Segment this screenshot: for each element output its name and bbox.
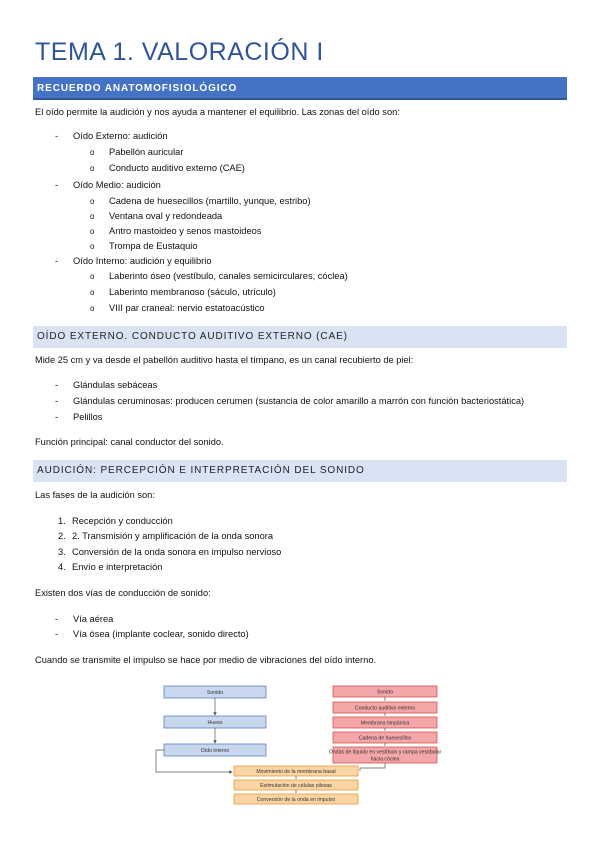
list-item: - Glándulas ceruminosas: producen cerumen (sustancia de color amarillo a marrón con función bacteriostática)	[55, 396, 525, 406]
list-item: o Antro mastoideo y senos mastoideos	[90, 226, 262, 236]
list-item: 2. 2. Transmisión y amplificación de la onda sonora	[58, 531, 274, 541]
section-heading-anatomy: RECUERDO ANATOMOFISIOLÓGICO	[33, 77, 567, 100]
ways-intro: Existen dos vías de conducción de sonido:	[35, 588, 211, 598]
list-item: o Pabellón auricular	[90, 147, 184, 157]
diagram-label: hacia cóclea	[370, 756, 400, 763]
list-item: - Glándulas sebáceas	[55, 380, 158, 390]
intro-text: Mide 25 cm y va desde el pabellón auditivo hasta el tímpano, es un canal recubierto de piel:	[35, 355, 414, 365]
diagram-label: Movimiento de la membrana basal	[256, 769, 336, 775]
diagram-label: Membrana timpánica	[360, 720, 410, 727]
list-item: - Oído Interno: audición y equilibrio	[55, 256, 212, 266]
list-item: o Laberinto óseo (vestíbulo, canales semicirculares, cóclea)	[90, 271, 348, 281]
list-item: o Trompa de Eustaquio	[90, 241, 198, 251]
intro-text: El oído permite la audición y nos ayuda a mantener el equilibrio. Las zonas del oído son:	[35, 107, 400, 117]
list-item: - Pelillos	[55, 412, 103, 422]
function-text: Función principal: canal conductor del sonido.	[35, 437, 224, 447]
list-item: o Ventana oval y redondeada	[90, 211, 223, 221]
list-item: - Oído Externo: audición	[55, 131, 168, 141]
phases-intro: Las fases de la audición son:	[35, 490, 155, 500]
diagram-label: Cadena de huesecillos	[358, 735, 412, 742]
list-item: 4. Envío e interpretación	[58, 562, 163, 572]
diagram-label: Oído interno	[200, 748, 230, 754]
section-heading-hearing: AUDICIÓN: PERCEPCIÓN E INTERPRETACIÓN DEL SONIDO	[33, 460, 567, 482]
diagram-label: Conducto auditivo externo	[354, 705, 416, 712]
diagram-label: Sonido	[376, 689, 394, 696]
diagram-label: Estimulación de células pilosas	[260, 783, 332, 789]
page-title: TEMA 1. VALORACIÓN I	[35, 38, 324, 66]
list-item: - Vía aérea	[55, 614, 114, 624]
closing-text: Cuando se transmite el impulso se hace por medio de vibraciones del oído interno.	[35, 655, 377, 665]
diagram-label: Conversión de la onda en impulso	[256, 797, 336, 803]
list-item: 1. Recepción y conducción	[58, 516, 173, 526]
list-item: o Conducto auditivo externo (CAE)	[90, 163, 245, 173]
diagram-label: Sonido	[206, 690, 224, 696]
diagram-label: Hueso	[207, 720, 223, 726]
list-item: - Oído Medio: audición	[55, 180, 161, 190]
section-heading-external-ear: OÍDO EXTERNO. CONDUCTO AUDITIVO EXTERNO (CAE)	[33, 326, 567, 348]
list-item: o VIII par craneal: nervio estatoacústico	[90, 303, 265, 313]
list-item: 3. Conversión de la onda sonora en impulso nervioso	[58, 547, 282, 557]
diagram-label: Ondas de líquido en vestíbulo y rampa vestibular	[328, 749, 442, 756]
list-item: o Cadena de huesecillos (martillo, yunque, estribo)	[90, 196, 311, 206]
list-item: o Laberinto membranoso (sáculo, utrículo)	[90, 287, 276, 297]
diagram-connector	[360, 763, 385, 771]
list-item: - Vía ósea (implante coclear, sonido directo)	[55, 629, 249, 639]
